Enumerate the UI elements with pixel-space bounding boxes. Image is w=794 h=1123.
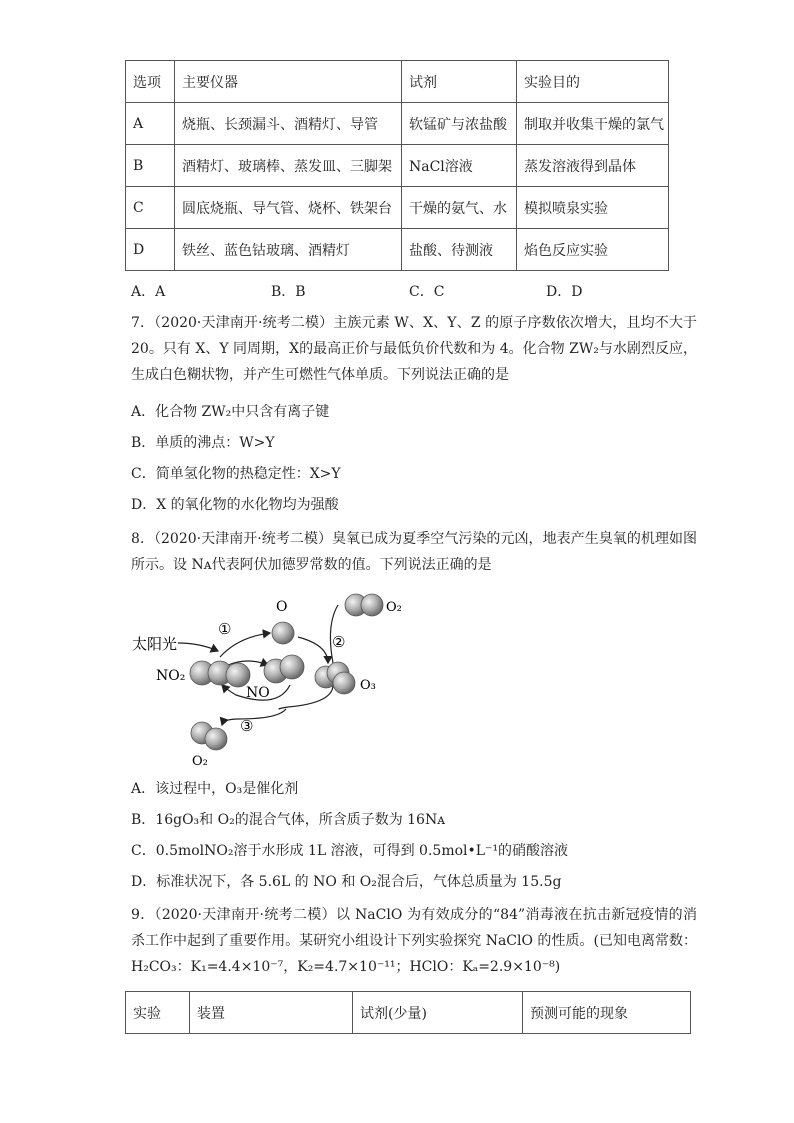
label-sunlight: 太阳光 <box>132 635 178 653</box>
table-header-row <box>126 992 691 1034</box>
label-o: O <box>276 599 288 615</box>
table-cell: 干燥的氨气、水 <box>402 187 517 229</box>
ozone-mechanism-diagram <box>128 585 408 775</box>
step-3-marker: ③ <box>240 717 254 735</box>
q7-option-b: B．单质的沸点：W>Y <box>131 435 275 451</box>
label-o3: O₃ <box>360 678 376 693</box>
label-no2: NO₂ <box>156 668 186 684</box>
table-header-cell: 试剂(少量) <box>353 992 523 1034</box>
q7-stem: 7．（2020·天津南开·统考二模）主族元素 W、X、Y、Z 的原子序数依次增大，且均不大于 20。只有 X、Y 同周期，X的最高正价与最低负价代数和为 4。化合物 ZW₂与水剧烈反应，生成白色糊状物，并产生可燃性气体单质。下列说法正确的是 <box>131 315 697 383</box>
table-cell: C <box>126 187 175 229</box>
table-cell: 酒精灯、玻璃棒、蒸发皿、三脚架 <box>175 145 402 187</box>
table-row <box>126 187 669 229</box>
molecule-no <box>264 655 304 683</box>
arrow-sunlight <box>178 643 218 651</box>
experiment-table <box>125 991 691 1034</box>
table-header-cell: 实验 <box>126 992 190 1034</box>
options-table <box>125 60 669 271</box>
molecule-o2-top <box>345 594 383 616</box>
option-b: B．B <box>271 284 306 300</box>
table-cell: 圆底烧瓶、导气管、烧杯、铁架台 <box>175 187 402 229</box>
q8-stem: 8．（2020·天津南开·统考二模）臭氧已成为夏季空气污染的元凶，地表产生臭氧的机理如图所示。设 Nᴀ代表阿伏加德罗常数的值。下列说法正确的是 <box>131 531 697 573</box>
table-cell: NaCl溶液 <box>402 145 517 187</box>
table-cell: 烧瓶、长颈漏斗、酒精灯、导管 <box>175 103 402 145</box>
table-cell: B <box>126 145 175 187</box>
table-cell: 焰色反应实验 <box>517 229 669 271</box>
table-cell: D <box>126 229 175 271</box>
molecule-o3 <box>315 662 355 694</box>
table-cell: A <box>126 103 175 145</box>
table-row <box>126 229 669 271</box>
q8-option-b: B．16gO₃和 O₂的混合气体，所含质子数为 16Nᴀ <box>131 812 446 828</box>
table-cell: 蒸发溶液得到晶体 <box>517 145 669 187</box>
table-cell: 铁丝、蓝色钴玻璃、酒精灯 <box>175 229 402 271</box>
table-row <box>126 103 669 145</box>
table-cell: 软锰矿与浓盐酸 <box>402 103 517 145</box>
label-o2-bottom: O₂ <box>192 754 208 769</box>
arrow-step3-to-o2 <box>222 709 286 725</box>
table-header-cell: 主要仪器 <box>175 61 402 103</box>
arrow-o3-branch <box>279 685 333 709</box>
label-no: NO <box>246 685 270 701</box>
option-a: A．A <box>131 284 166 300</box>
option-d: D．D <box>546 284 583 300</box>
q8-option-d: D．标准状况下，各 5.6L 的 NO 和 O₂混合后，气体总质量为 15.5g <box>131 874 562 890</box>
step-1-marker: ① <box>218 620 232 638</box>
table-cell: 模拟喷泉实验 <box>517 187 669 229</box>
option-c: C．C <box>409 284 445 300</box>
table-cell: 制取并收集干燥的氯气 <box>517 103 669 145</box>
molecule-no2 <box>190 661 250 687</box>
table-header-cell: 预测可能的现象 <box>523 992 691 1034</box>
step-2-marker: ② <box>332 633 346 651</box>
table-cell: 盐酸、待测液 <box>402 229 517 271</box>
label-o2-top: O₂ <box>386 600 402 615</box>
q9-stem: 9．（2020·天津南开·统考二模）以 NaClO 为有效成分的“84”消毒液在抗击新冠疫情的消杀工作中起到了重要作用。某研究小组设计下列实验探究 NaClO 的性质。(已知电离常数：H₂CO₃：K₁=4.4×10⁻⁷，K₂=4.7×10⁻¹¹；HClO：Kₐ=2.9×10⁻⁸) <box>131 907 697 975</box>
q7-option-d: D．X 的氧化物的水化物均为强酸 <box>131 497 339 513</box>
q7-option-a: A．化合物 ZW₂中只含有离子键 <box>131 404 330 420</box>
molecule-o <box>272 622 294 644</box>
table-header-cell: 选项 <box>126 61 175 103</box>
table-header-cell: 实验目的 <box>517 61 669 103</box>
q8-option-a: A．该过程中，O₃是催化剂 <box>131 781 299 797</box>
table-header-cell: 试剂 <box>402 61 517 103</box>
table-header-cell: 装置 <box>190 992 353 1034</box>
table-row <box>126 145 669 187</box>
arrow-o-to-o3 <box>298 637 328 663</box>
molecule-o2-bottom <box>191 722 227 750</box>
table-header-row <box>126 61 669 103</box>
q7-option-c: C．简单氢化物的热稳定性：X>Y <box>131 466 341 482</box>
q8-option-c: C．0.5molNO₂溶于水形成 1L 溶液，可得到 0.5mol•L⁻¹的硝酸溶液 <box>131 843 569 859</box>
